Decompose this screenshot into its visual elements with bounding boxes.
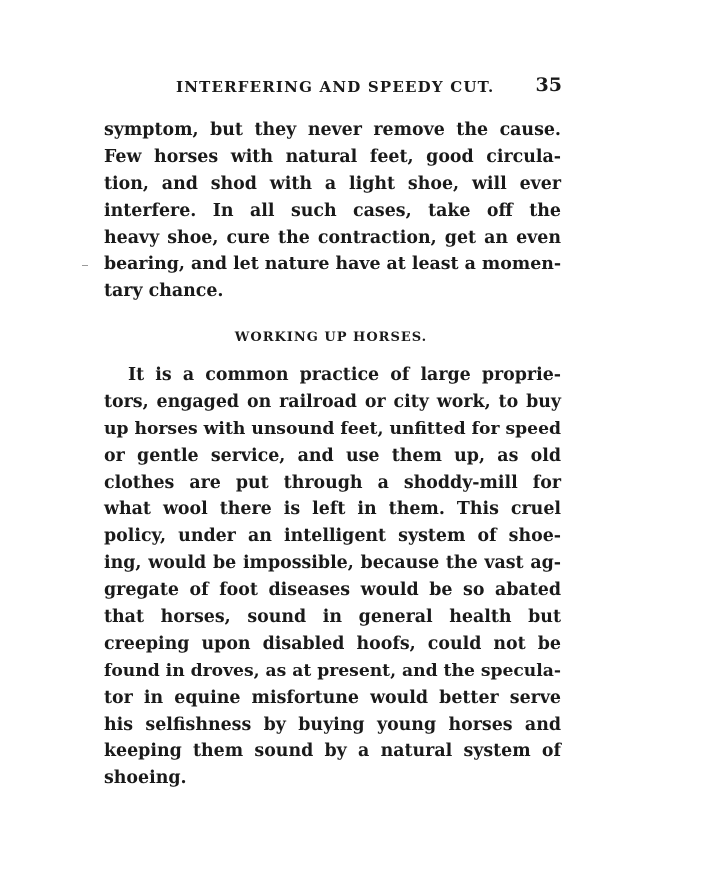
page-number: 35 — [535, 74, 562, 96]
paragraph-line: policy, under an intelligent system of shoe- — [104, 526, 561, 547]
paragraph-line: or gentle service, and use them up, as old — [104, 445, 561, 466]
paragraph-line: symptom, but they never remove the cause. — [104, 120, 561, 140]
paragraph-line: bearing, and let nature have at least a momen- — [104, 254, 562, 275]
paragraph-line: ing, would be impossible, because the vast ag- — [104, 553, 561, 574]
paragraph-line: gregate of foot diseases would be so abated — [104, 580, 561, 601]
paragraph-line: Few horses with natural feet, good circula- — [104, 146, 561, 167]
paragraph-line: tors, engaged on railroad or city work, to buy — [104, 391, 561, 412]
paragraph-line: It is a common practice of large proprie- — [128, 365, 561, 385]
paragraph-line: that horses, sound in general health but — [104, 607, 561, 628]
paragraph-line: shoeing. — [104, 768, 187, 789]
paragraph-line: clothes are put through a shoddy-mill for — [104, 472, 561, 493]
paragraph-2 — [104, 362, 561, 792]
paragraph-line: his selfishness by buying young horses and — [104, 714, 561, 735]
section-heading: WORKING UP HORSES. — [234, 330, 428, 345]
paragraph-line: what wool there is left in them. This cruel — [104, 499, 561, 520]
paragraph-line: found in droves, as at present, and the specula- — [104, 660, 561, 681]
running-head — [104, 76, 562, 100]
margin-mark — [82, 265, 88, 266]
paragraph-line: up horses with unsound feet, unfitted for speed — [104, 418, 561, 439]
paragraph-line: tion, and shod with a light shoe, will ever — [104, 173, 561, 194]
paragraph-line: tary chance. — [104, 281, 224, 302]
paragraph-line: interfere. In all such cases, take off the — [104, 200, 561, 221]
paragraph-line: creeping upon disabled hoofs, could not be — [104, 633, 561, 654]
paragraph-line: heavy shoe, cure the contraction, get an even — [104, 227, 561, 248]
paragraph-line: tor in equine misfortune would better serve — [104, 687, 561, 708]
running-title: INTERFERING AND SPEEDY CUT. — [176, 78, 495, 96]
paragraph-line: keeping them sound by a natural system of — [104, 741, 561, 762]
paragraph-1 — [104, 117, 561, 305]
